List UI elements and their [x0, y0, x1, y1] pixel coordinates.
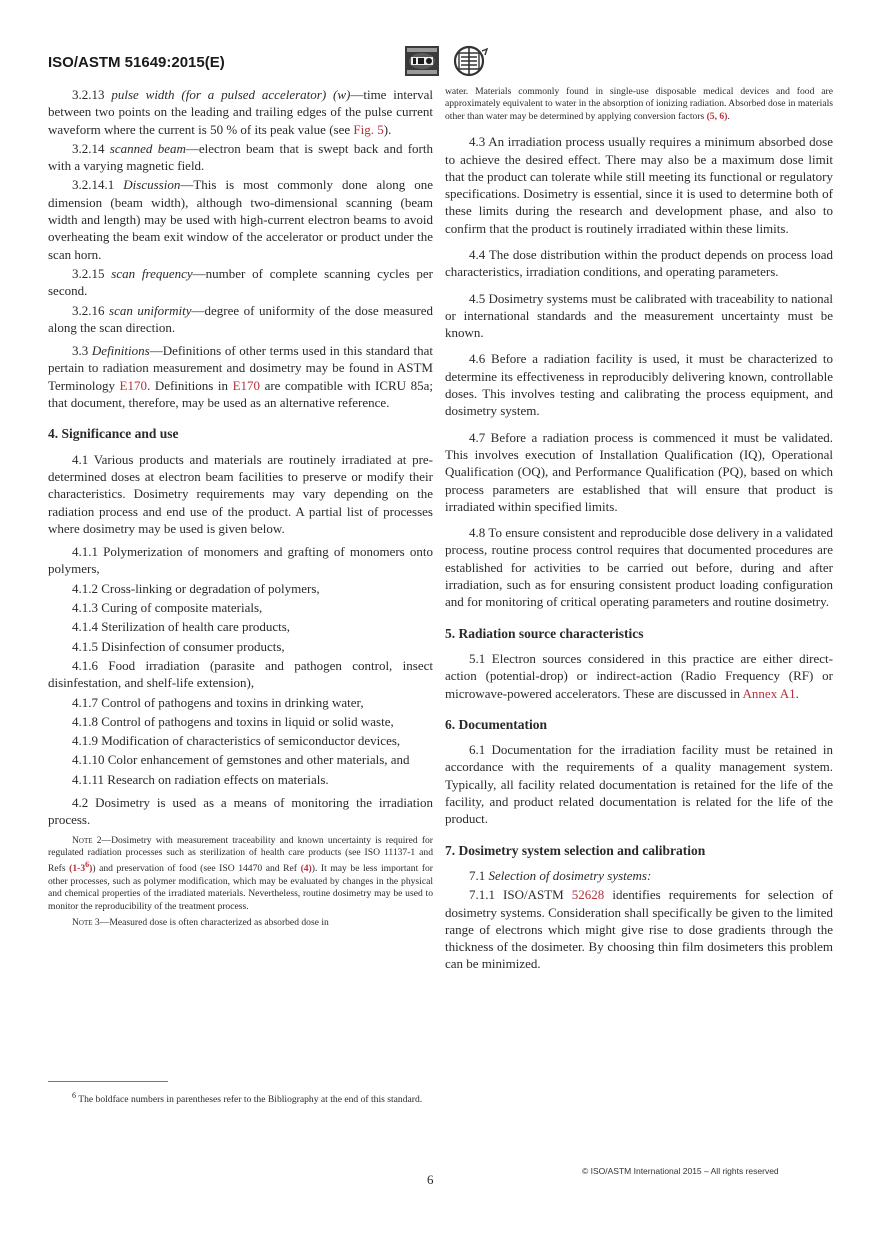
- note-3: [48, 917, 433, 929]
- note-2: [48, 835, 433, 914]
- list-item: 4.1.7 Control of pathogens and toxins in drinking water,: [72, 694, 364, 710]
- section-3-2-16: [48, 302, 433, 337]
- term: Discussion: [123, 177, 181, 193]
- section-number: 3.2.14.1: [72, 177, 124, 193]
- section-7-1: [445, 867, 833, 884]
- list-item: 4.1.2 Cross-linking or degradation of polymers,: [72, 580, 320, 596]
- bibliography-ref[interactable]: (1-3: [69, 863, 86, 875]
- note-text: ) and preservation of food (see ISO 14470 and Ref: [92, 863, 301, 875]
- paragraph-text: 7.1.1 ISO/ASTM: [469, 887, 572, 903]
- definition-text: —time interval between two points on the leading and trailing edges of the pulse current waveform where the current is 50 % of its peak value (see: [48, 87, 434, 137]
- section-7-1-1: [445, 886, 833, 972]
- page-number: 6: [427, 1172, 434, 1187]
- list-item: 4.1.5 Disinfection of consumer products,: [72, 638, 285, 654]
- section-4-3: 4.3 An irradiation process usually requires a minimum absorbed dose to achieve the desired effect. There may also be a maximum dose limit that the product can tolerate while still meeting its functional or regulatory specifications. Dosimetry is essential, since it is used to determine both of these limits during the research and development phase, and also to confirm that the product is routinely irradiated within these limits.: [445, 134, 833, 236]
- footnote-6: [48, 1090, 423, 1107]
- section-6-1: 6.1 Documentation for the irradiation facility must be retained in accordance with the requirements of a quality management system. Typically, all facility related documentation is retained for the life of the facility, and product related documentation is related for the life of the product.: [445, 742, 833, 827]
- left-column: [48, 86, 433, 934]
- heading-section-7: 7. Dosimetry system selection and calibration: [445, 842, 706, 858]
- standard-designation: ISO/ASTM 51649:2015(E): [48, 54, 225, 71]
- term: Selection of dosimetry systems:: [488, 867, 652, 883]
- section-3-2-14: [48, 140, 433, 175]
- list-item: 4.1.3 Curing of composite materials,: [72, 600, 263, 616]
- paragraph-text: 5.1 Electron sources considered in this practice are either direct-action (potential-drop) or indirect-action (Radio Frequency (RF) or microwave-powered accelerators. These are discussed in: [445, 650, 833, 701]
- list-item: 4.1.11 Research on radiation effects on materials.: [72, 771, 329, 787]
- definition-text: —number of complete scanning cycles per second.: [48, 265, 433, 299]
- section-3-2-13: [48, 86, 433, 138]
- footnote-divider: [48, 1081, 168, 1082]
- term: pulse width (for a pulsed accelerator) (w): [111, 87, 351, 102]
- note-label: Note 2: [72, 834, 102, 846]
- definition-tail: ).: [383, 121, 392, 137]
- section-number: 3.2.13: [72, 87, 112, 102]
- e170-link[interactable]: E170: [119, 377, 147, 393]
- list-item: 4.1.9 Modification of characteristics of semiconductor devices,: [72, 733, 401, 749]
- list-item: 4.1.4 Sterilization of health care products,: [72, 619, 291, 635]
- section-number: 3.2.14: [72, 140, 110, 156]
- paragraph-text: —Definitions of other terms used in this standard that pertain to radiation measurement and dosimetry may be found in ASTM Terminology: [48, 343, 433, 393]
- paragraph-text: identifies requirements for selection of dosimetry systems. Consideration shall specifically be given to the limited range of electrons which might give rise to dose gradients through the thickness of the dosimeter. By choosing thin film dosimeters this problem can be minimized.: [445, 887, 833, 972]
- annex-link[interactable]: Annex A1: [742, 685, 796, 701]
- term: Definitions: [91, 343, 150, 359]
- e170-link[interactable]: E170: [232, 377, 261, 393]
- list-item: 4.1.10 Color enhancement of gemstones and other materials, and: [72, 752, 410, 768]
- note-text: ). It may be less important for other processes, such as polymer modification, which may be evaluated by changes in the physical and chemical properties of the irradiated materials. Nevertheless, routine dosimetry may be used to monitor the reproducibility of the treatment process.: [48, 863, 434, 912]
- heading-section-4: 4. Significance and use: [48, 426, 179, 442]
- iso-logo: [405, 46, 439, 76]
- standard-link[interactable]: 52628: [571, 887, 605, 903]
- section-4-1: 4.1 Various products and materials are routinely irradiated at pre-determined doses at electron beam facilities to preserve or modify their characteristics. Dosimetry requirements may vary depending on the radiation process and end use of the product. A partial list of processes where dosimetry may be used is given below.: [48, 451, 433, 536]
- section-number: 3.3: [72, 343, 92, 359]
- bibliography-ref[interactable]: (5, 6): [706, 110, 728, 122]
- definition-text: —degree of uniformity of the dose measured along the scan direction.: [48, 302, 434, 335]
- note-label: Note 3: [72, 917, 100, 929]
- definition-text: —This is most commonly done along one dimension (beam width), although two-dimensional scanning (beam width and length) may be used with high-current electron beams to avoid overheating the beam exit window of the accelerator or product under the scan horn.: [48, 177, 434, 262]
- section-3-3: [48, 342, 433, 411]
- astm-logo: [449, 45, 489, 77]
- note-3-continued: [445, 86, 833, 123]
- note-text: —Dosimetry with measurement traceability and known uncertainty is required for regulated radiation processes such as sterilization of health care products (see ISO 11137-1 and Refs: [48, 834, 434, 875]
- section-4-7: 4.7 Before a radiation process is commenced it must be validated. This involves execution of Installation Qualification (IQ), Operational Qualification (OQ), and Performance Qualification (PQ), based on which process parameters are established that will ensure that product is irradiated within specified limits.: [445, 429, 833, 514]
- section-number: 3.2.16: [72, 302, 110, 318]
- heading-section-5: 5. Radiation source characteristics: [445, 625, 644, 641]
- right-column: [445, 86, 833, 979]
- footnote-text: The boldface numbers in parentheses refer to the Bibliography at the end of this standard.: [76, 1094, 423, 1106]
- note-text: —Measured dose is often characterized as absorbed dose in: [99, 917, 329, 929]
- bibliography-ref[interactable]: (4): [300, 863, 312, 875]
- paragraph-text: are compatible with ICRU 85a; that document, therefore, may be used as an alternative reference.: [48, 377, 434, 411]
- term: scan uniformity: [109, 302, 192, 318]
- section-3-2-15: [48, 265, 433, 300]
- footnote-marker: 6: [72, 1091, 76, 1100]
- section-4-8: 4.8 To ensure consistent and reproducible dose delivery in a validated process, routine process control requires that documented procedures are established for activities to be carried out before, during and after irradiation, such as for ensuring consistent product loading configuration and for monitoring of critical operating parameters and routine dosimetry.: [445, 525, 833, 610]
- note-text: water. Materials commonly found in single-use disposable medical devices and food are approximately equivalent to water in the absorption of ionizing radiation. Absorbed dose in materials other than water may be determined by applying conversion factors: [445, 86, 833, 122]
- heading-section-6: 6. Documentation: [445, 716, 547, 732]
- list-item: 4.1.8 Control of pathogens and toxins in liquid or solid waste,: [72, 713, 394, 729]
- section-5-1: [445, 650, 833, 702]
- section-4-2: 4.2 Dosimetry is used as a means of monitoring the irradiation process.: [48, 794, 433, 828]
- list-item: 4.1.1 Polymerization of monomers and grafting of monomers onto polymers,: [48, 544, 433, 577]
- section-3-2-14-1: [48, 176, 433, 262]
- copyright-notice: © ISO/ASTM International 2015 – All rights reserved: [582, 1166, 779, 1176]
- note-text: .: [727, 110, 730, 122]
- footnote-marker[interactable]: 6: [85, 860, 90, 870]
- bibliography-ref[interactable]: ): [89, 863, 93, 875]
- term: scan frequency: [111, 265, 193, 281]
- list-item: 4.1.6 Food irradiation (parasite and pathogen control, insect disinfestation, and shelf-life extension),: [48, 657, 433, 691]
- paragraph-text: . Definitions in: [147, 377, 233, 393]
- section-number: 3.2.15: [72, 265, 112, 281]
- term: scanned beam: [109, 140, 186, 156]
- section-number: 7.1: [469, 867, 489, 883]
- definition-text: —electron beam that is swept back and forth with a varying magnetic field.: [48, 140, 434, 174]
- paragraph-text: .: [795, 685, 799, 701]
- section-4-4: 4.4 The dose distribution within the product depends on process load characteristics, irradiation conditions, and operating parameters.: [445, 247, 833, 280]
- section-4-5: 4.5 Dosimetry systems must be calibrated with traceability to national or international standards and the measurement uncertainty must be known.: [445, 290, 833, 341]
- section-4-6: 4.6 Before a radiation facility is used, it must be characterized to determine its effectiveness in reproducibly delivering known, controllable doses. This involves testing and calibrating the process equipment, and dosimetry system.: [445, 351, 833, 419]
- figure-link[interactable]: Fig. 5: [353, 121, 384, 137]
